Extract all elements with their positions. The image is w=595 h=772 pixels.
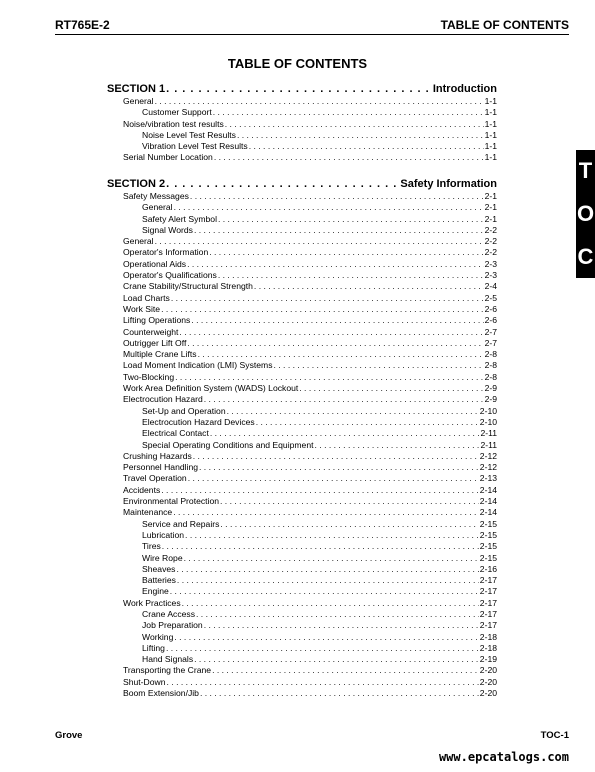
toc-section-1 — [107, 82, 497, 164]
toc-entry[interactable] — [107, 620, 497, 631]
entry-title: General — [142, 202, 173, 213]
entry-title: Travel Operation — [123, 473, 187, 484]
entry-page-number: 2-17 — [479, 608, 497, 619]
entry-page-number: 2-2 — [484, 236, 497, 247]
leader-dots — [227, 406, 479, 417]
entry-page-number: 2-6 — [484, 315, 497, 326]
toc-entry[interactable] — [107, 152, 497, 163]
leader-dots — [171, 293, 484, 304]
leader-dots — [249, 141, 484, 152]
entry-title: Engine — [142, 586, 169, 597]
entry-title: Load Moment Indication (LMI) Systems — [123, 360, 273, 371]
entry-page-number: 2-17 — [479, 586, 497, 597]
tab-letter: O — [576, 200, 595, 226]
entry-title: Maintenance — [123, 507, 173, 518]
entry-page-number: 2-19 — [479, 654, 497, 665]
entry-title: Vibration Level Test Results — [142, 141, 248, 152]
leader-dots — [199, 462, 479, 473]
leader-dots — [179, 327, 483, 338]
toc-entry[interactable] — [107, 586, 497, 597]
leader-dots — [182, 598, 479, 609]
entry-page-number: 2-8 — [484, 371, 497, 382]
entry-title: Crane Stability/Structural Strength — [123, 281, 253, 292]
entry-title: Noise Level Test Results — [142, 129, 236, 140]
entry-title: Shut-Down — [123, 676, 166, 687]
entry-page-number: 2-8 — [484, 360, 497, 371]
leader-dots — [315, 440, 480, 451]
entry-page-number: 2-15 — [479, 529, 497, 540]
toc-entry[interactable] — [107, 225, 497, 236]
entry-page-number: 2-1 — [484, 202, 497, 213]
entry-page-number: 2-20 — [479, 676, 497, 687]
section-name: Introduction — [432, 83, 497, 95]
entry-title: Work Practices — [123, 597, 181, 608]
entry-title: Transporting the Crane — [123, 665, 212, 676]
header-divider — [55, 34, 569, 35]
toc-entry[interactable] — [107, 677, 497, 688]
entry-title: Job Preparation — [142, 620, 203, 631]
header-model: RT765E-2 — [55, 18, 110, 32]
leader-dots — [175, 372, 483, 383]
toc-entry[interactable] — [107, 107, 497, 118]
entry-page-number: 2-7 — [484, 337, 497, 348]
entry-page-number: 2-2 — [484, 247, 497, 258]
entry-page-number: 2-11 — [480, 428, 497, 439]
entry-page-number: 1-1 — [484, 129, 497, 140]
entry-title: Boom Extension/Jib — [123, 688, 199, 699]
toc-entry[interactable] — [107, 372, 497, 383]
toc-entry[interactable] — [107, 428, 497, 439]
leader-dots — [191, 315, 483, 326]
entry-title: General — [123, 96, 154, 106]
tab-letter: C — [577, 243, 594, 269]
leader-dots — [256, 417, 479, 428]
toc-entry[interactable] — [107, 519, 497, 530]
leader-dots — [196, 609, 479, 620]
entry-page-number: 2-10 — [479, 416, 497, 427]
entry-title: Accidents — [123, 484, 161, 495]
entry-title: Sheaves — [142, 563, 176, 574]
leader-dots — [190, 191, 484, 202]
toc-entry[interactable] — [107, 643, 497, 654]
entry-title: Safety Alert Symbol — [142, 213, 217, 224]
entry-page-number: 2-3 — [484, 258, 497, 269]
entry-page-number: 2-13 — [479, 473, 497, 484]
leader-dots — [187, 338, 483, 349]
entry-title: Set-Up and Operation — [142, 405, 226, 416]
entry-title: Outrigger Lift Off — [123, 337, 187, 348]
leader-dots — [166, 177, 399, 191]
entry-page-number: 2-9 — [484, 383, 497, 394]
entry-title: Lubrication — [142, 529, 185, 540]
entry-title: Lifting — [142, 642, 165, 653]
entry-title: Personnel Handling — [123, 462, 199, 473]
entry-title: Hand Signals — [142, 654, 194, 665]
toc-entry[interactable] — [107, 496, 497, 507]
leader-dots — [212, 665, 479, 676]
leader-dots — [200, 688, 479, 699]
entry-title: Serial Number Location — [123, 152, 213, 163]
toc-entry[interactable] — [107, 130, 497, 141]
toc-entry[interactable] — [107, 541, 497, 552]
leader-dots — [193, 451, 479, 462]
entry-title: Multiple Crane Lifts — [123, 349, 197, 360]
toc-entry[interactable] — [107, 202, 497, 213]
toc-entries — [107, 191, 497, 699]
entry-page-number: 2-5 — [484, 292, 497, 303]
leader-dots — [155, 96, 484, 107]
entry-title: Electrical Contact — [142, 428, 209, 439]
header-title: TABLE OF CONTENTS — [440, 18, 569, 32]
leader-dots — [167, 677, 479, 688]
toc-entry[interactable] — [107, 553, 497, 564]
entry-page-number: 2-14 — [479, 484, 497, 495]
entry-title: Operator's Qualifications — [123, 270, 217, 281]
leader-dots — [174, 202, 484, 213]
toc-entry[interactable] — [107, 119, 497, 130]
toc-entry[interactable] — [107, 214, 497, 225]
toc-entry[interactable] — [107, 451, 497, 462]
leader-dots — [194, 225, 484, 236]
toc-entry[interactable] — [107, 281, 497, 292]
leader-dots — [184, 553, 479, 564]
leader-dots — [188, 473, 479, 484]
entry-title: Batteries — [142, 575, 176, 586]
toc-entry[interactable] — [107, 632, 497, 643]
leader-dots — [218, 270, 484, 281]
toc-entry[interactable] — [107, 406, 497, 417]
leader-dots — [225, 119, 484, 130]
entry-page-number: 2-15 — [479, 518, 497, 529]
section-label: SECTION 2 — [107, 178, 166, 190]
toc-entry[interactable] — [107, 530, 497, 541]
leader-dots — [187, 259, 484, 270]
toc-entry[interactable] — [107, 259, 497, 270]
toc-entries — [107, 96, 497, 164]
footer-page-number: TOC-1 — [540, 730, 569, 741]
entry-page-number: 2-11 — [480, 439, 497, 450]
leader-dots — [210, 428, 480, 439]
entry-title: Noise/vibration test results — [123, 118, 224, 129]
leader-dots — [299, 383, 483, 394]
entry-page-number: 2-3 — [484, 270, 497, 281]
entry-page-number: 1-1 — [484, 118, 497, 129]
footer-brand: Grove — [55, 730, 83, 741]
entry-page-number: 2-7 — [484, 326, 497, 337]
entry-page-number: 2-14 — [479, 507, 497, 518]
entry-page-number: 1-1 — [484, 107, 497, 118]
entry-page-number: 2-6 — [484, 303, 497, 314]
toc-entry[interactable] — [107, 338, 497, 349]
entry-title: Counterweight — [123, 326, 179, 337]
toc-side-tab — [576, 150, 595, 278]
leader-dots — [209, 247, 483, 258]
toc-entry[interactable] — [107, 360, 497, 371]
toc-entry[interactable] — [107, 440, 497, 451]
leader-dots — [155, 236, 484, 247]
entry-title: Operator's Information — [123, 247, 209, 258]
entry-page-number: 2-17 — [479, 597, 497, 608]
entry-page-number: 2-1 — [484, 191, 497, 201]
entry-page-number: 2-15 — [479, 541, 497, 552]
toc-entry[interactable] — [107, 485, 497, 496]
leader-dots — [254, 281, 484, 292]
entry-title: Lifting Operations — [123, 315, 191, 326]
section-heading[interactable] — [107, 82, 497, 96]
entry-title: Electrocution Hazard — [123, 394, 203, 405]
leader-dots — [170, 586, 479, 597]
entry-page-number: 2-18 — [479, 642, 497, 653]
entry-page-number: 2-9 — [484, 394, 497, 405]
toc-entry[interactable] — [107, 304, 497, 315]
entry-title: Service and Repairs — [142, 518, 220, 529]
section-label: SECTION 1 — [107, 83, 166, 95]
entry-page-number: 2-17 — [479, 620, 497, 631]
toc-entry[interactable] — [107, 270, 497, 281]
leader-dots — [198, 349, 484, 360]
toc-entry[interactable] — [107, 293, 497, 304]
entry-title: Work Area Definition System (WADS) Lockout — [123, 383, 299, 394]
toc-entry[interactable] — [107, 473, 497, 484]
entry-page-number: 2-14 — [479, 496, 497, 507]
leader-dots — [174, 632, 478, 643]
toc-entry[interactable] — [107, 507, 497, 518]
entry-page-number: 2-12 — [479, 462, 497, 473]
entry-title: General — [123, 236, 154, 247]
leader-dots — [237, 130, 484, 141]
leader-dots — [166, 643, 479, 654]
entry-page-number: 1-1 — [484, 141, 497, 152]
entry-title: Electrocution Hazard Devices — [142, 416, 255, 427]
entry-title: Customer Support — [142, 107, 212, 118]
entry-page-number: 1-1 — [484, 152, 497, 163]
entry-page-number: 2-12 — [479, 450, 497, 461]
toc-entry[interactable] — [107, 327, 497, 338]
entry-title: Safety Messages — [123, 191, 189, 201]
entry-title: Signal Words — [142, 224, 193, 235]
entry-title: Environmental Protection — [123, 496, 220, 507]
entry-page-number: 2-2 — [484, 224, 497, 235]
entry-page-number: 2-20 — [479, 665, 497, 676]
toc-entry[interactable] — [107, 141, 497, 152]
section-name: Safety Information — [400, 178, 497, 190]
page-title: TABLE OF CONTENTS — [227, 56, 368, 71]
toc-entry[interactable] — [107, 654, 497, 665]
leader-dots — [161, 304, 483, 315]
leader-dots — [177, 575, 479, 586]
leader-dots — [176, 564, 478, 575]
leader-dots — [274, 360, 484, 371]
entry-title: Tires — [142, 541, 161, 552]
leader-dots — [214, 152, 484, 163]
toc-entry[interactable] — [107, 236, 497, 247]
tab-letter: T — [578, 158, 593, 184]
leader-dots — [213, 107, 484, 118]
leader-dots — [161, 485, 479, 496]
entry-page-number: 1-1 — [484, 96, 497, 106]
entry-title: Working — [142, 631, 174, 642]
entry-page-number: 2-1 — [484, 213, 497, 224]
toc-entry[interactable] — [107, 462, 497, 473]
leader-dots — [194, 654, 479, 665]
entry-page-number: 2-17 — [479, 575, 497, 586]
toc-section-2 — [107, 177, 497, 699]
entry-page-number: 2-8 — [484, 349, 497, 360]
entry-title: Operational Aids — [123, 258, 187, 269]
leader-dots — [166, 82, 432, 96]
leader-dots — [204, 394, 484, 405]
entry-title: Crane Access — [142, 608, 196, 619]
leader-dots — [173, 507, 479, 518]
entry-page-number: 2-20 — [479, 688, 497, 699]
leader-dots — [204, 620, 479, 631]
toc-entry[interactable] — [107, 688, 497, 699]
toc-entry[interactable] — [107, 349, 497, 360]
toc-entry[interactable] — [107, 564, 497, 575]
leader-dots — [185, 530, 479, 541]
toc-entry[interactable] — [107, 417, 497, 428]
toc-entry[interactable] — [107, 383, 497, 394]
entry-title: Special Operating Conditions and Equipment — [142, 439, 314, 450]
toc-entry[interactable] — [107, 609, 497, 620]
toc-entry[interactable] — [107, 96, 497, 107]
entry-page-number: 2-16 — [479, 563, 497, 574]
toc-entry[interactable] — [107, 247, 497, 258]
entry-title: Two-Blocking — [123, 371, 175, 382]
entry-title: Work Site — [123, 303, 161, 314]
toc-entry[interactable] — [107, 575, 497, 586]
leader-dots — [162, 541, 479, 552]
toc-entry[interactable] — [107, 394, 497, 405]
leader-dots — [218, 214, 484, 225]
entry-title: Crushing Hazards — [123, 450, 192, 461]
toc-entry[interactable] — [107, 315, 497, 326]
toc-entry[interactable] — [107, 665, 497, 676]
entry-page-number: 2-18 — [479, 631, 497, 642]
watermark-url: www.epcatalogs.com — [438, 750, 569, 764]
section-heading[interactable] — [107, 177, 497, 191]
entry-page-number: 2-10 — [479, 405, 497, 416]
entry-page-number: 2-15 — [479, 552, 497, 563]
toc-entry[interactable] — [107, 598, 497, 609]
entry-title: Load Charts — [123, 292, 170, 303]
entry-title: Wire Rope — [142, 552, 183, 563]
entry-page-number: 2-4 — [484, 281, 497, 292]
leader-dots — [220, 519, 478, 530]
leader-dots — [220, 496, 479, 507]
toc-entry[interactable] — [107, 191, 497, 202]
